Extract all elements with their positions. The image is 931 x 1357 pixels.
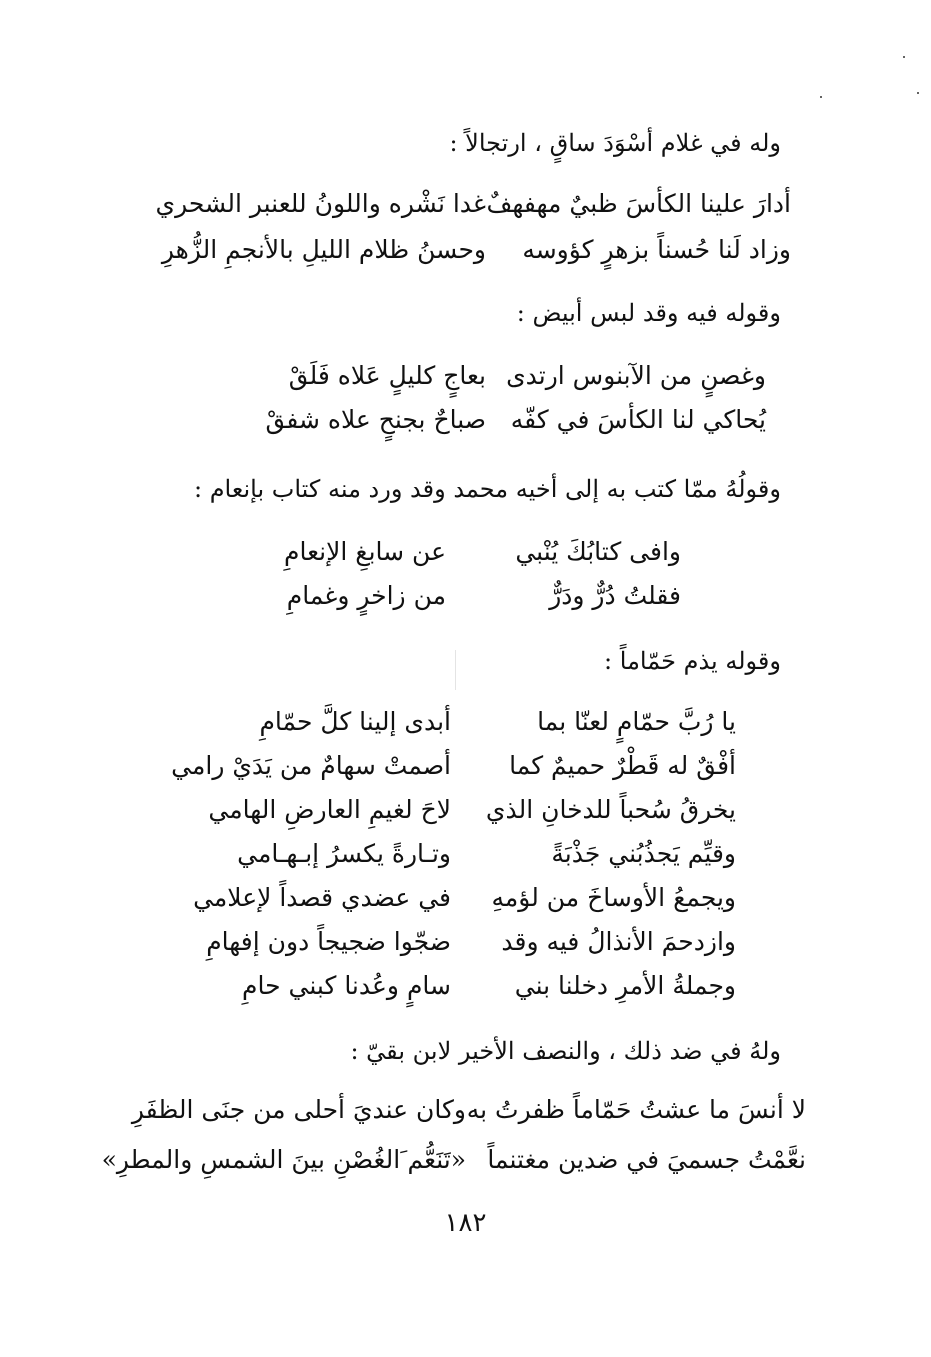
verse-second-hemistich: وتـارةً يكسرُ إبـهـامي: [237, 839, 451, 868]
verse-first-hemistich: وغصنٍ من الآبنوس ارتدى: [506, 361, 766, 390]
section-intro: وقوله يذم حَمّاماً :: [604, 647, 781, 675]
verse-first-hemistich: وقيِّم يَجذُبُني جَذْبَةً: [551, 839, 736, 868]
verse-first-hemistich: يُحاكي لنا الكأسَ في كفّه: [510, 405, 766, 434]
section-intro: وقولُهُ ممّا كتب به إلى أخيه محمد وقد ورد منه كتاب بإنعام :: [193, 475, 781, 503]
scan-speck: [820, 96, 822, 98]
scan-artifact-line: [455, 650, 456, 690]
verse-second-hemistich: أصمتْ سهامٌ من يَدَيْ رامي: [171, 751, 451, 780]
verse-second-hemistich: ضجّوا ضجيجاً دون إفهامِ: [206, 927, 451, 956]
verse-first-hemistich: ويجمعُ الأوساخَ من لؤمهِ: [491, 883, 736, 912]
verse-second-hemistich: غدا نَشْره واللونُ للعنبر الشحري: [155, 189, 486, 218]
verse-first-hemistich: وازدحمَ الأنذالُ فيه وقد: [501, 927, 736, 956]
verse-first-hemistich: نعَّمْتُ جسميَ في ضدين مغتنماً: [487, 1145, 806, 1174]
verse-first-hemistich: وزاد لَنا حُسناً بزهرٍ كؤوسه: [522, 235, 791, 264]
verse-second-hemistich: سامٍ وعُدنا كبني حامِ: [242, 971, 451, 1000]
verse-second-hemistich: وكان عنديَ أحلى من جنَى الظفَرِ: [131, 1095, 466, 1124]
page-number: ١٨٢: [444, 1208, 487, 1238]
verse-second-hemistich: من زاخرٍ وغمامِ: [286, 581, 446, 610]
verse-second-hemistich: أبدى إلينا كلَّ حمّامِ: [259, 707, 451, 736]
verse-second-hemistich: «تَنَعُّم َالغُصْنِ بينَ الشمسِ والمطرِ»: [101, 1145, 466, 1174]
verse-first-hemistich: يا رُبَّ حمّامٍ لعنّا بما: [537, 707, 736, 736]
verse-second-hemistich: في عضدي قصداً لإعلامي: [193, 883, 451, 912]
section-intro: ولهُ في ضد ذلك ، والنصف الأخير لابن بقيّ :: [350, 1037, 781, 1065]
verse-first-hemistich: وافى كتابُكَ يُنْبي: [515, 537, 681, 566]
verse-second-hemistich: بعاجٍ كليلٍ عَلاه فَلَقْ: [288, 361, 486, 390]
verse-second-hemistich: وحسنُ ظلام الليلِ بالأنجمِ الزُّهرِ: [161, 235, 486, 264]
scan-speck: [903, 56, 905, 58]
section-intro: وله في غلام أسْوَدَ ساقٍ ، ارتجالاً :: [449, 129, 781, 157]
verse-second-hemistich: لاحَ لغيمِ العارضِ الهامي: [208, 795, 451, 824]
verse-first-hemistich: لا أنسَ ما عشتُ حَمّاماً ظفرتُ به: [466, 1095, 806, 1124]
verse-second-hemistich: عن سابغِ الإنعامِ: [284, 537, 446, 566]
verse-first-hemistich: وجملةُ الأمرِ دخلنا بني: [514, 971, 736, 1000]
scan-speck: [917, 92, 919, 94]
verse-first-hemistich: أفْقٌ له قَطْرٌ حميمٌ كما: [509, 751, 736, 780]
verse-first-hemistich: أدارَ علينا الكأسَ ظبيٌ مهفهفٌ: [486, 189, 791, 218]
verse-second-hemistich: صباحٌ بجنحٍ علاه شفقْ: [265, 405, 486, 434]
verse-first-hemistich: يخرقُ سُحباً للدخانِ الذي: [485, 795, 736, 824]
verse-first-hemistich: فقلتُ دُرٌّ ودَرٌّ: [549, 581, 681, 610]
section-intro: وقوله فيه وقد لبس أبيض :: [516, 299, 781, 327]
